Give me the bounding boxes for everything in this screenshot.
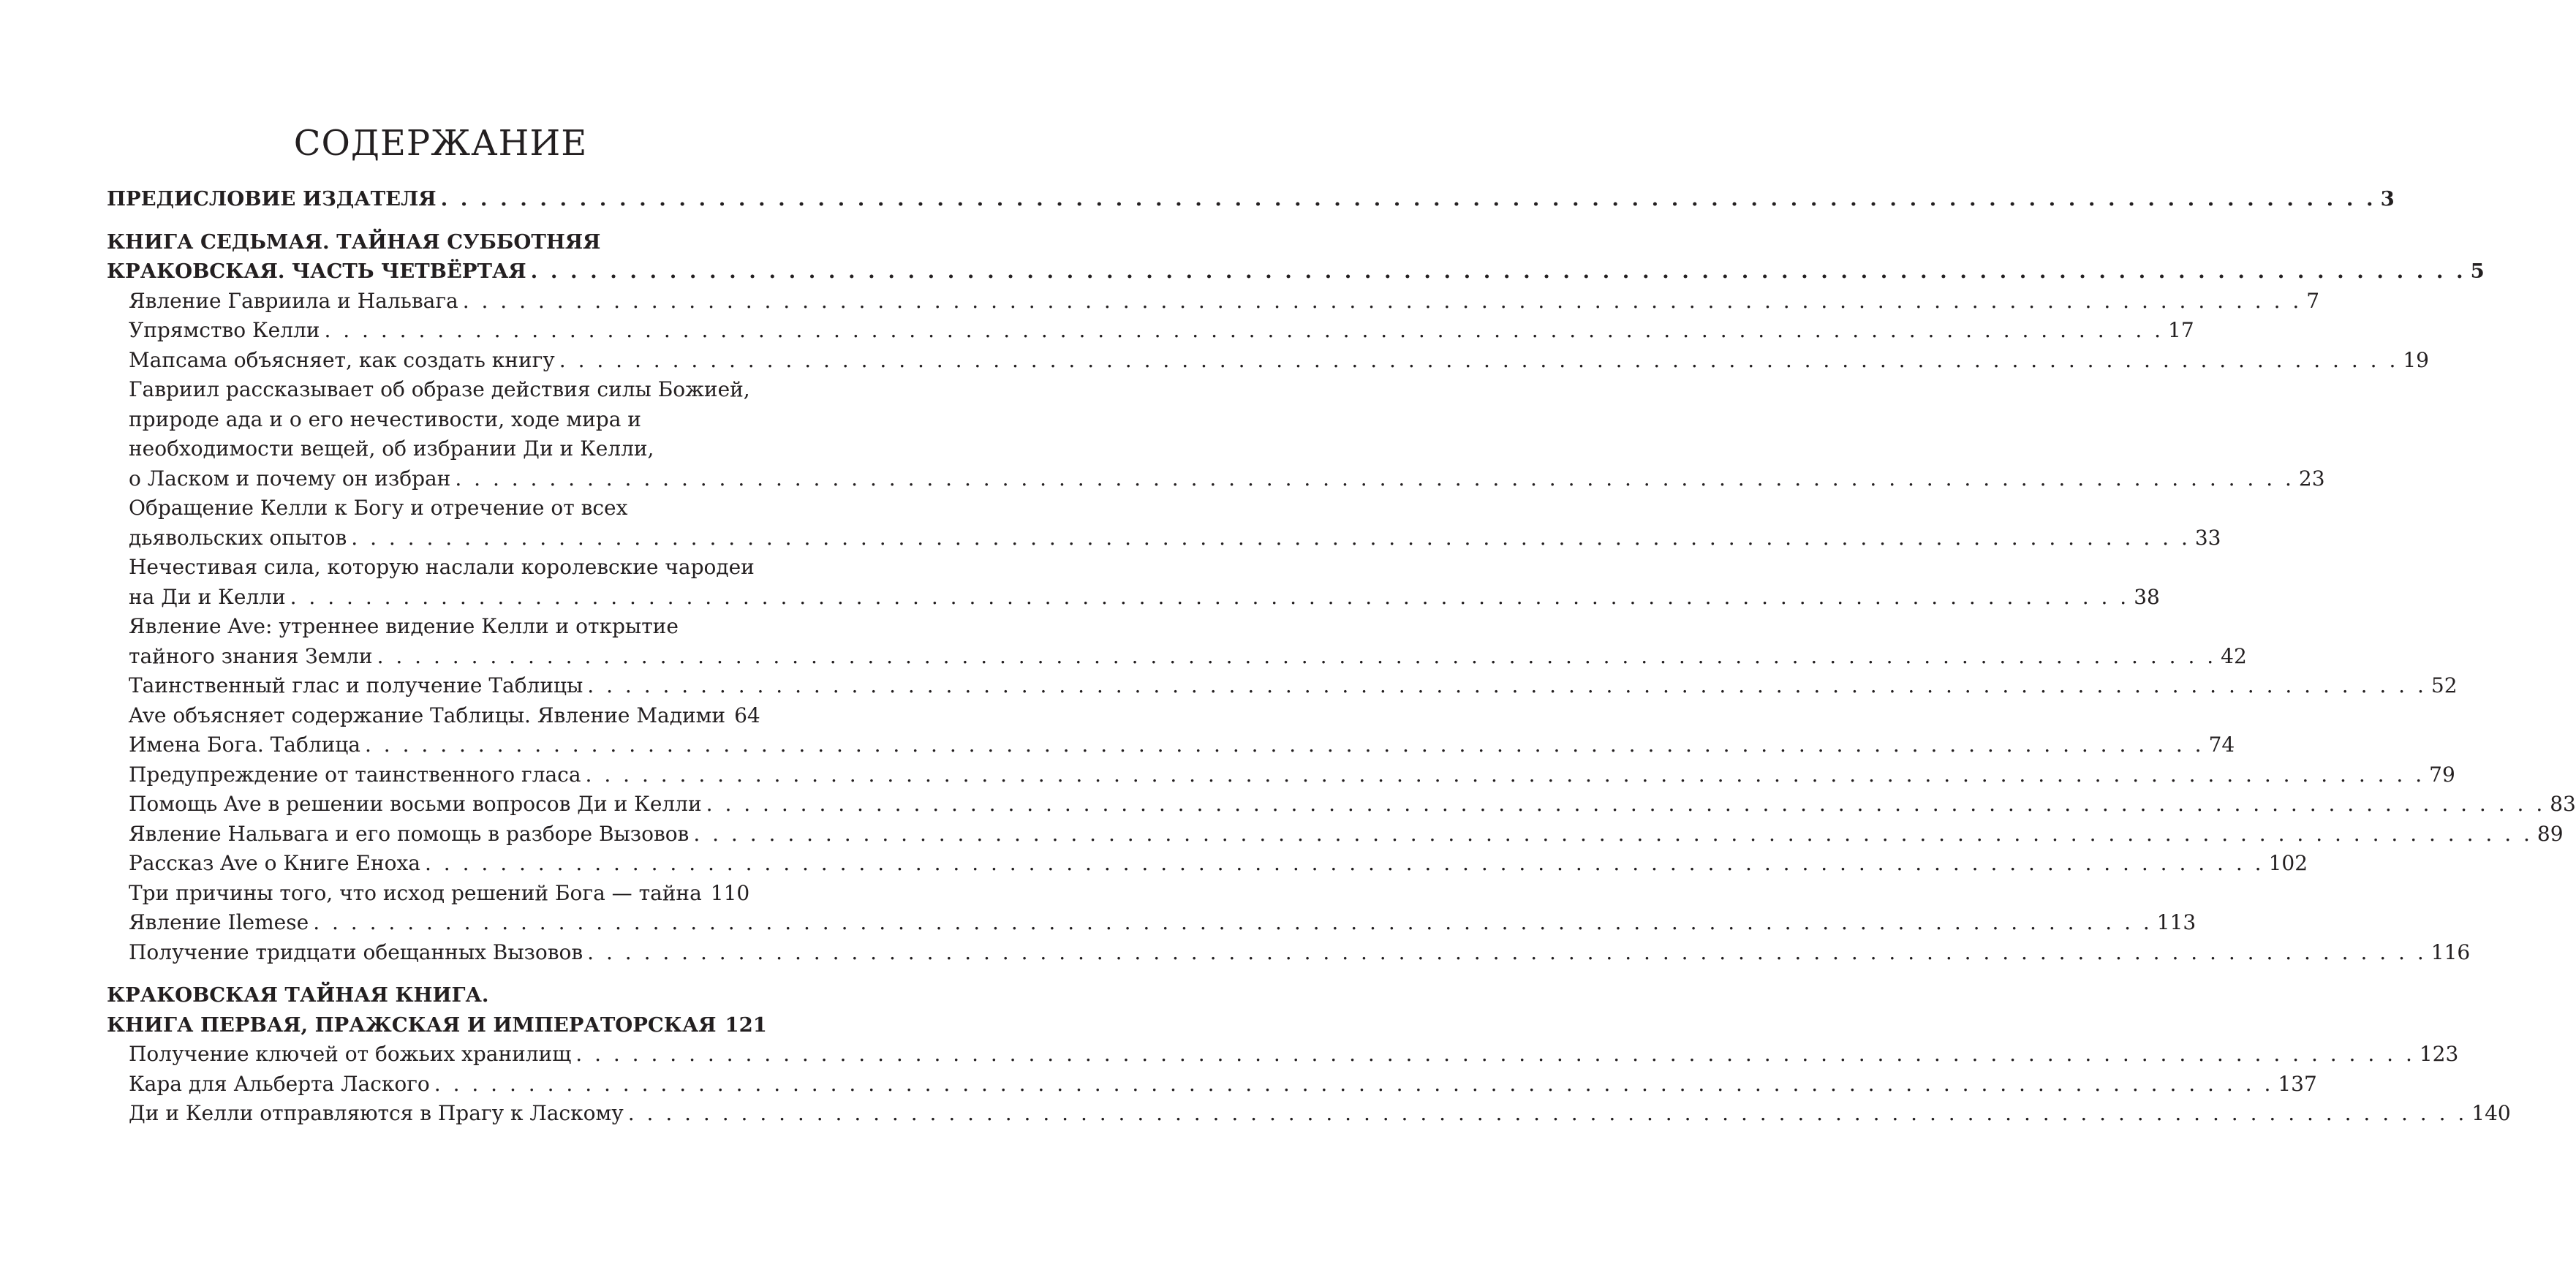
dot-leader: . . . . . . . . . . . . . . . . . . . . . . . . . . . . . . . . . . . . . . . . . . . . . . . . . . . . . . . . . . . . . . . . . . . . . . . . . . . . . . . . . . . . . . . . . . . . . . . . . . bbox=[351, 525, 2191, 550]
page-number: 23 bbox=[2298, 466, 2325, 491]
toc-entry bbox=[107, 553, 2160, 612]
toc-entry-title-line: КНИГА ПЕРВАЯ, ПРАЖСКАЯ И ИМПЕРАТОРСКАЯ bbox=[107, 1013, 717, 1037]
page-number: 52 bbox=[2430, 673, 2458, 697]
page-number: 5 bbox=[2470, 260, 2485, 283]
page-number: 116 bbox=[2430, 939, 2471, 964]
toc-entry-title-line: Явление Гавриила и Нальвага bbox=[129, 288, 458, 313]
page-number: 89 bbox=[2537, 821, 2564, 846]
toc-entry bbox=[107, 671, 2458, 701]
dot-leader: . . . . . . . . . . . . . . . . . . . . . . . . . . . . . . . . . . . . . . . . . . . . . . . . . . . . . . . . . . . . . . . . . . . . . . . . . . . . . . . . . . . . . . . . . . . . . . . . . . bbox=[706, 792, 2546, 816]
toc-entry-row bbox=[129, 1070, 2317, 1100]
toc-entry-row bbox=[129, 523, 2221, 553]
dot-leader: . . . . . . . . . . . . . . . . . . . . . . . . . . . . . . . . . . . . . . . . . . . . . . . . . . . . . . . . . . . . . . . . . . . . . . . . . . . . . . . . . . . . . . . . . . . . . . . . . . bbox=[585, 762, 2425, 787]
toc-entry-title-line: Ave объясняет содержание Таблицы. Явление Мадими bbox=[129, 703, 726, 727]
toc-entry-title-line: Ди и Келли отправляются в Прагу к Ласкому bbox=[129, 1101, 624, 1125]
toc-entry-row bbox=[129, 583, 2160, 613]
dot-leader: . . . . . . . . . . . . . . . . . . . . . . . . . . . . . . . . . . . . . . . . . . . . . . . . . . . . . . . . . . . . . . . . . . . . . . . . . . . . . . . . . . . . . . . . . . . . . . . . . . bbox=[455, 466, 2294, 491]
toc-entry-row bbox=[129, 760, 2455, 790]
page-number: 33 bbox=[2194, 525, 2221, 550]
toc-entry-title-line: КРАКОВСКАЯ ТАЙНАЯ КНИГА. bbox=[107, 983, 489, 1007]
toc-entry-title-line: дьявольских опытов bbox=[129, 525, 347, 550]
page-number: 42 bbox=[2221, 643, 2247, 668]
table-of-contents bbox=[107, 184, 2576, 1129]
toc-entry-title-line: на Ди и Келли bbox=[129, 584, 286, 609]
toc-entry-title-line: Имена Бога. Таблица bbox=[129, 733, 360, 757]
toc-entry-title-line: ПРЕДИСЛОВИЕ ИЗДАТЕЛЯ bbox=[107, 187, 437, 211]
toc-entry bbox=[107, 316, 2194, 346]
toc-entry-title-line: Рассказ Ave о Книге Еноха bbox=[129, 851, 420, 875]
page-number: 113 bbox=[2156, 910, 2197, 934]
toc-entry-title-line: Нечестивая сила, которую наслали королевские чародеи bbox=[129, 555, 755, 579]
toc-entry-row bbox=[129, 287, 2320, 317]
toc-entry-row bbox=[129, 316, 2194, 346]
toc-entry-row bbox=[129, 701, 760, 731]
dot-leader: . . . . . . . . . . . . . . . . . . . . . . . . . . . . . . . . . . . . . . . . . . . . . . . . . . . . . . . . . . . . . . . . . . . . . . . . . . . . . . . . . . . . . . . . . . . . . . . . . . bbox=[587, 939, 2427, 964]
toc-entry-row bbox=[107, 1010, 767, 1040]
toc-entry-row bbox=[129, 849, 2308, 879]
dot-leader: . . . . . . . . . . . . . . . . . . . . . . . . . . . . . . . . . . . . . . . . . . . . . . . . . . . . . . . . . . . . . . . . . . . . . . . . . . . . . . . . . . . . . . . . . . . . . . . . . . bbox=[324, 318, 2164, 342]
page-number: 38 bbox=[2134, 584, 2160, 609]
toc-entry bbox=[107, 790, 2576, 820]
dot-leader: . . . . . . . . . . . . . . . . . . . . . . . . . . . . . . . . . . . . . . . . . . . . . . . . . . . . . . . . . . . . . . . . . . . . . . . . . . . . . . . . . . . . . . . . . . . . . . . . . . bbox=[559, 347, 2399, 372]
dot-leader: . . . . . . . . . . . . . . . . . . . . . . . . . . . . . . . . . . . . . . . . . . . . . . . . . . . . . . . . . . . . . . . . . . . . . . . . . . . . . . . . . . . . . . . . . . . . . . . . . . bbox=[530, 260, 2466, 283]
page-title: СОДЕРЖАНИЕ bbox=[293, 123, 588, 164]
toc-entry-title-line: Явление Ave: утреннее видение Келли и открытие bbox=[129, 614, 679, 638]
page-number: 19 bbox=[2403, 347, 2429, 372]
toc-entry-title-line: Явление Нальвага и его помощь в разборе Вызовов bbox=[129, 821, 690, 846]
dot-leader: . . . . . . . . . . . . . . . . . . . . . . . . . . . . . . . . . . . . . . . . . . . . . . . . . . . . . . . . . . . . . . . . . . . . . . . . . . . . . . . . . . . . . . . . . . . . . . . . . . bbox=[377, 643, 2217, 668]
page-number: 137 bbox=[2278, 1071, 2317, 1096]
toc-entry bbox=[107, 493, 2221, 553]
toc-entry-row bbox=[129, 1040, 2459, 1070]
toc-entry bbox=[107, 1099, 2511, 1129]
toc-entry bbox=[107, 908, 2197, 938]
toc-entry bbox=[107, 287, 2320, 317]
page-number: 102 bbox=[2268, 851, 2308, 875]
dot-leader: . . . . . . . . . . . . . . . . . . . . . . . . . . . . . . . . . . . . . . . . . . . . . . . . . . . . . . . . . . . . . . . . . . . . . . . . . . . . . . . . . . . . . . . . . . . . . . . . . . bbox=[434, 1071, 2274, 1096]
toc-entry-title-line: КНИГА СЕДЬМАЯ. ТАЙНАЯ СУББОТНЯЯ bbox=[107, 230, 601, 254]
page-number: 3 bbox=[2380, 187, 2395, 211]
toc-entry-row bbox=[129, 1099, 2511, 1129]
dot-leader: . . . . . . . . . . . . . . . . . . . . . . . . . . . . . . . . . . . . . . . . . . . . . . . . . . . . . . . . . . . . . . . . . . . . . . . . . . . . . . . . . . . . . . . . . . . . . . . . . . bbox=[575, 1042, 2415, 1066]
toc-entry-title-line: Кара для Альберта Лаского bbox=[129, 1071, 430, 1096]
toc-entry bbox=[107, 375, 2325, 493]
toc-entry-title-line: Обращение Келли к Богу и отречение от всех bbox=[129, 496, 628, 520]
page-number: 79 bbox=[2429, 762, 2455, 787]
dot-leader: . . . . . . . . . . . . . . . . . . . . . . . . . . . . . . . . . . . . . . . . . . . . . . . . . . . . . . . . . . . . . . . . . . . . . . . . . . . . . . . . . . . . . . . . . . . . . . . . . . bbox=[313, 910, 2153, 934]
toc-entry bbox=[107, 1070, 2317, 1100]
toc-entry-row bbox=[129, 730, 2235, 760]
toc-entry bbox=[107, 879, 750, 909]
toc-entry-row bbox=[129, 671, 2458, 701]
toc-entry-title-line: Таинственный глас и получение Таблицы bbox=[129, 673, 583, 697]
page-number: 110 bbox=[710, 880, 750, 905]
toc-entry-row bbox=[129, 346, 2429, 376]
toc-section-entry bbox=[107, 227, 2485, 287]
toc-entry bbox=[107, 346, 2429, 376]
toc-entry-title-line: о Ласком и почему он избран bbox=[129, 466, 451, 491]
toc-entry-row bbox=[107, 184, 2395, 214]
page-number: 7 bbox=[2306, 288, 2320, 313]
toc-entry bbox=[107, 849, 2308, 879]
toc-entry-row bbox=[129, 464, 2325, 494]
toc-entry-title-line: Явление Ilemese bbox=[129, 910, 309, 934]
toc-entry bbox=[107, 760, 2455, 790]
toc-entry bbox=[107, 1040, 2459, 1070]
toc-entry bbox=[107, 730, 2235, 760]
toc-entry bbox=[107, 938, 2471, 968]
toc-section-entry bbox=[107, 184, 2395, 214]
toc-entry-title-line: Упрямство Келли bbox=[129, 318, 320, 342]
toc-entry-row bbox=[107, 257, 2485, 287]
dot-leader: . . . . . . . . . . . . . . . . . . . . . . . . . . . . . . . . . . . . . . . . . . . . . . . . . . . . . . . . . . . . . . . . . . . . . . . . . . . . . . . . . . . . . . . . . . . . . . . . . . bbox=[440, 187, 2376, 211]
toc-entry-row bbox=[129, 938, 2471, 968]
page-number: 140 bbox=[2471, 1101, 2511, 1125]
toc-entry-title-line: Предупреждение от таинственного гласа bbox=[129, 762, 581, 787]
toc-entry-row bbox=[129, 820, 2564, 850]
toc-entry-row bbox=[129, 879, 750, 909]
toc-entry bbox=[107, 612, 2247, 671]
page-number: 64 bbox=[734, 703, 760, 727]
dot-leader: . . . . . . . . . . . . . . . . . . . . . . . . . . . . . . . . . . . . . . . . . . . . . . . . . . . . . . . . . . . . . . . . . . . . . . . . . . . . . . . . . . . . . . . . . . . . . . . . . . bbox=[462, 288, 2303, 313]
toc-entry-row bbox=[129, 642, 2247, 672]
dot-leader: . . . . . . . . . . . . . . . . . . . . . . . . . . . . . . . . . . . . . . . . . . . . . . . . . . . . . . . . . . . . . . . . . . . . . . . . . . . . . . . . . . . . . . . . . . . . . . . . . . bbox=[365, 733, 2205, 757]
page-number: 74 bbox=[2208, 733, 2235, 757]
toc-entry-title-line: Три причины того, что исход решений Бога — тайна bbox=[129, 880, 702, 905]
toc-entry-title-line: Получение тридцати обещанных Вызовов bbox=[129, 939, 583, 964]
page-number: 123 bbox=[2419, 1042, 2459, 1066]
dot-leader: . . . . . . . . . . . . . . . . . . . . . . . . . . . . . . . . . . . . . . . . . . . . . . . . . . . . . . . . . . . . . . . . . . . . . . . . . . . . . . . . . . . . . . . . . . . . . . . . . . bbox=[587, 673, 2427, 697]
dot-leader: . . . . . . . . . . . . . . . . . . . . . . . . . . . . . . . . . . . . . . . . . . . . . . . . . . . . . . . . . . . . . . . . . . . . . . . . . . . . . . . . . . . . . . . . . . . . . . . . . . bbox=[290, 584, 2130, 609]
toc-entry-row bbox=[129, 908, 2197, 938]
toc-entry-title-line: природе ада и о его нечестивости, ходе мира и bbox=[129, 406, 641, 431]
dot-leader: . . . . . . . . . . . . . . . . . . . . . . . . . . . . . . . . . . . . . . . . . . . . . . . . . . . . . . . . . . . . . . . . . . . . . . . . . . . . . . . . . . . . . . . . . . . . . . . . . . bbox=[693, 821, 2533, 846]
toc-entry bbox=[107, 701, 760, 731]
dot-leader: . . . . . . . . . . . . . . . . . . . . . . . . . . . . . . . . . . . . . . . . . . . . . . . . . . . . . . . . . . . . . . . . . . . . . . . . . . . . . . . . . . . . . . . . . . . . . . . . . . bbox=[424, 851, 2265, 875]
toc-entry-title-line: Гавриил рассказывает об образе действия силы Божией, bbox=[129, 377, 750, 401]
toc-entry-title-line: необходимости вещей, об избрании Ди и Келли, bbox=[129, 436, 654, 461]
toc-entry-title-line: Получение ключей от божьих хранилищ bbox=[129, 1042, 572, 1066]
dot-leader: . . . . . . . . . . . . . . . . . . . . . . . . . . . . . . . . . . . . . . . . . . . . . . . . . . . . . . . . . . . . . . . . . . . . . . . . . . . . . . . . . . . . . . . . . . . . . . . . . . bbox=[627, 1101, 2468, 1125]
toc-entry-title-line: Мапсама объясняет, как создать книгу bbox=[129, 347, 555, 372]
toc-entry-row bbox=[129, 790, 2576, 820]
toc-entry bbox=[107, 820, 2564, 850]
page-number: 121 bbox=[725, 1013, 767, 1037]
toc-entry-title-line: Помощь Ave в решении восьми вопросов Ди и Келли bbox=[129, 792, 702, 816]
page-number: 17 bbox=[2168, 318, 2194, 342]
toc-section-entry bbox=[107, 980, 767, 1040]
toc-entry-title-line: КРАКОВСКАЯ. ЧАСТЬ ЧЕТВЁРТАЯ bbox=[107, 260, 526, 283]
toc-entry-title-line: тайного знания Земли bbox=[129, 643, 373, 668]
page-number: 83 bbox=[2550, 792, 2576, 816]
